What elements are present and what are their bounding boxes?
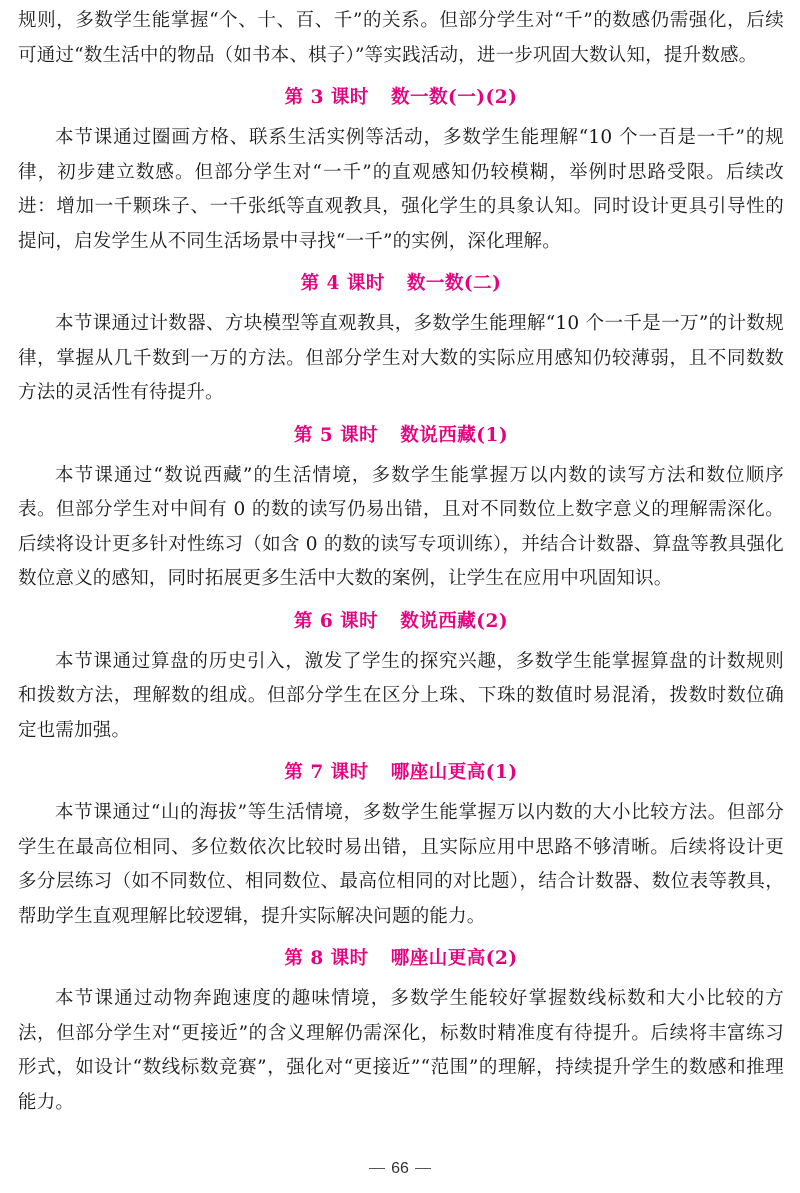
lesson-7-topic: 哪座山更高(1) [390,762,518,783]
lesson-5-heading [18,411,784,459]
lesson-3-number: 第 3 课时 [284,87,369,108]
lesson-4-heading [18,259,784,307]
lesson-6-number: 第 6 课时 [293,610,379,632]
lesson-3-body: 本节课通过圈画方格、联系生活实例等活动，多数学生能理解“10 个一百是一千”的规律，初步建立数感。但部分学生对“一千”的直观感知仍较模糊，举例时思路受限。后续改进：增加一千颗珠子、一千张纸等直观教具，强化学生的具象认知。同时设计更具引导性的提问，启发学生从不同生活场景中寻找“一千”的实例，深化理解。 [18,127,784,252]
intro-paragraph: 规则，多数学生能掌握“个、十、百、千”的关系。但部分学生对“千”的数感仍需强化，后续可通过“数生活中的物品（如书本、棋子）”等实践活动，进一步巩固大数认知，提升数感。 [18,10,785,66]
lesson-3-topic: 数一数(一)(2) [390,87,518,108]
lesson-3-heading [18,73,784,121]
lesson-6-body: 本节课通过算盘的历史引入，激发了学生的探究兴趣，多数学生能掌握算盘的计数规则和拨数方法，理解数的组成。但部分学生在区分上珠、下珠的数值时易混淆，拨数时数位确定也需加强。 [18,650,784,741]
lesson-7-body: 本节课通过“山的海拔”等生活情境，多数学生能掌握万以内数的大小比较方法。但部分学生在最高位相同、多位数依次比较时易出错，且实际应用中思路不够清晰。后续将设计更多分层练习（如不同数位、相同数位、最高位相同的对比题），结合计数器、数位表等教具，帮助学生直观理解比较逻辑，提升实际解决问题的能力。 [18,802,784,927]
lesson-5-number: 第 5 课时 [293,424,379,446]
document-page [18,4,784,1120]
page-footer [0,1160,800,1178]
lesson-8-topic: 哪座山更高(2) [390,948,518,969]
lesson-4-number: 第 4 课时 [300,273,385,294]
footer-right-rule [415,1168,431,1169]
lesson-8-body: 本节课通过动物奔跑速度的趣味情境，多数学生能较好掌握数线标数和大小比较的方法，但部分学生对“更接近”的含义理解仍需深化，标数时精准度有待提升。后续将丰富练习形式，如设计“数线标数竞赛”，强化对“更接近”“范围”的理解，持续提升学生的数感和推理能力。 [18,988,784,1113]
lesson-7-heading [18,748,784,796]
lesson-5-body: 本节课通过“数说西藏”的生活情境，多数学生能掌握万以内数的读写方法和数位顺序表。但部分学生对中间有 0 的数的读写仍易出错，且对不同数位上数字意义的理解需深化。后续将设计更多针对性练习（如含 0 的数的读写专项训练），并结合计数器、算盘等教具强化数位意义的感知，同时拓展更多生活中大数的案例，让学生在应用中巩固知识。 [18,464,784,589]
lesson-4-topic: 数一数(二) [406,273,502,294]
lesson-4-body: 本节课通过计数器、方块模型等直观教具，多数学生能理解“10 个一千是一万”的计数规律，掌握从几千数到一万的方法。但部分学生对大数的实际应用感知仍较薄弱，且不同数数方法的灵活性有待提升。 [18,313,784,403]
lesson-7-number: 第 7 课时 [284,762,369,783]
lesson-6-topic: 数说西藏(2) [400,610,509,632]
lesson-8-heading [18,934,784,982]
page-number: 66 [391,1160,409,1177]
lesson-6-heading [18,597,784,645]
lesson-5-topic: 数说西藏(1) [400,424,509,446]
lesson-8-number: 第 8 课时 [284,948,369,969]
footer-left-rule [369,1168,385,1169]
